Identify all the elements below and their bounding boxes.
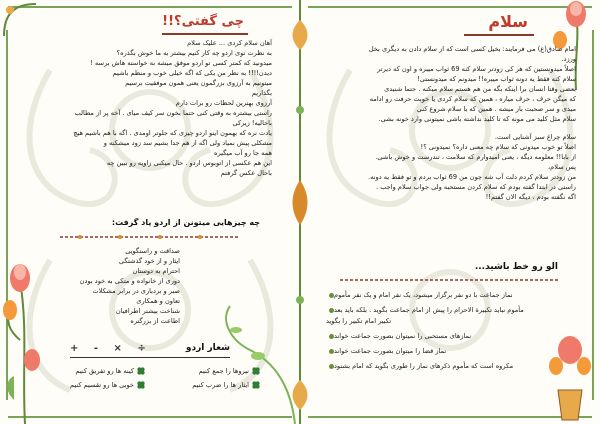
slogan-item: ایثار ها را ضرب کنیم <box>155 380 260 390</box>
paragraph-line: از بابا!! معلومه دیگه ، یعنی امیدوارم که سلامت ، تندرست و خوش باشی. <box>375 153 576 161</box>
right-page-title: سلام <box>488 12 528 31</box>
paragraph-line: به نظرت توی اردو چه کار کنیم بیشتر به ما خوش بگذره؟ <box>116 49 272 57</box>
paragraph-line: میدی و سر صحبت باز میشه . همین که با سلام شروع کنی <box>416 105 576 113</box>
slogan-header <box>70 340 230 356</box>
paragraph-line: سلام کنه فقط یه دونه ثواب میبره!! میدونم که میدونستی! <box>417 75 576 83</box>
paragraph-line: میتونیم به آرزوی بزرگمون یعنی همون موفقیت برسیم <box>125 79 272 87</box>
bullet-icon <box>329 349 334 354</box>
list-item-continuation: تکبیر امام تکبیر را بگوید <box>326 317 392 325</box>
paragraph-line: بگذاریم <box>251 89 272 97</box>
list-item: اطاعت از بزرگتره <box>130 317 180 325</box>
slogan-title: شعار اردو <box>185 343 230 353</box>
left-page-subtitle: چه چیزهایی میتونن از اردو یاد گرفت: <box>111 218 260 227</box>
minus-icon: - <box>93 342 105 354</box>
list-item: مکروه است که مأموم ذکرهای نماز را طوری بگوید که امام بشنود <box>326 361 578 371</box>
list-item: مأموم نباید تکبیرة الاحرام را پیش از امام جماعت بگوید . بلکه باید بعد <box>326 305 578 315</box>
corner-ornament-icon <box>0 0 40 40</box>
bullet-icon <box>329 293 334 298</box>
clover-icon <box>137 381 145 389</box>
prayer-rules-list <box>326 290 578 376</box>
paragraph-line: بعضی وقتا انسان برا اینکه بگه من هم هستم سلام میکنه . حتما شنیدی <box>384 85 576 93</box>
title-underline <box>162 33 248 35</box>
right-page-subtitle: الو رو خط باشید... <box>474 262 558 272</box>
paragraph-line: آرزوی بهترین لحظات رو برات دارم <box>175 99 272 107</box>
list-item: تعاون و همکاری <box>136 297 180 305</box>
right-page <box>300 0 600 424</box>
paragraph-line: این هم عکسی از اتوبوس اردو . حال میکنی زاویه رو ببین چه <box>106 159 272 167</box>
clover-icon <box>252 381 260 389</box>
paragraph-line: سلام مثل کلید می مونه که تا کلید نداشته باشی نمیتونی وارد خونه بشی. <box>378 115 576 123</box>
list-item: صبر و بردباری در برابر مشکلات <box>92 287 180 295</box>
lessons-list <box>30 246 180 326</box>
paragraph-line: باحالیه! زیرکی <box>232 119 272 127</box>
paragraph-line: راستی بیشتره به وقتی کنی حتما بخون سر کیف میای . آخه پر از مطالب <box>74 109 272 117</box>
list-item: احترام به دوستان <box>132 267 180 275</box>
paragraph-line: میدونید که کمتر کسی تو اردو موفق میشه به خواسته هاش برسه ! <box>90 59 272 67</box>
slogan-item: خوبی ها رو تقسیم کنیم <box>40 380 145 390</box>
paragraph-line: باحال عکس گرفتم <box>220 169 272 177</box>
list-item: صداقت و راستگویی <box>125 247 180 255</box>
paragraph-line: یادت نره که بهمون اینو اردو چیزی که جلوتر اومدی . اگه با هم باشیم هیچ <box>73 129 272 137</box>
bullet-icon <box>329 308 334 313</box>
clover-icon <box>137 367 145 375</box>
paragraph-line: ورزد. <box>561 55 576 63</box>
list-item: نمازهای مستحبی را نمیتوان بصورت جماعت خواند <box>326 331 578 341</box>
title-underline <box>464 34 534 36</box>
left-page-title: چی گفتی؟!! <box>162 14 244 29</box>
paragraph-line: آهان سلام کردی ... علیک سلام <box>187 39 272 47</box>
divider-ornament <box>340 276 560 284</box>
paragraph-line: اگه نگفته بودم ، دیگه الان گفتم!! <box>485 193 576 201</box>
multiply-icon: × <box>113 342 128 354</box>
slogan-grid <box>40 366 260 390</box>
paragraph-line: امام صادق(ع) می فرمایند: بخیل کسی است که از سلام دادن به دیگری بخل <box>368 45 576 53</box>
paragraph-line: من زودتر سلام کردم دلت آب شه چون من 69 ثواب بردم و تو فقط یه دونه. <box>368 173 576 181</box>
left-page-body <box>32 38 272 178</box>
paragraph-line: سلام چراغ سبز آشنایی است. <box>494 133 576 141</box>
divider-ornament <box>60 232 240 242</box>
list-item: شناخت بیشتر اطرافیان <box>115 307 180 315</box>
paragraph-line: که میگن حرف ، حرف میاره ، همین که سلام کردی یا خوبت حرفت رو ادامه <box>369 95 576 103</box>
right-page-body <box>326 44 576 202</box>
paragraph-line: همه جا رو آب میگیره <box>214 149 272 157</box>
divide-icon: ÷ <box>137 342 152 354</box>
slogan-item: نیروها را جمع کنیم <box>155 366 260 376</box>
paragraph-line: مشکلی پیش نمیاد ولی اگه از هم جدا بشیم سد زود میشکنه و <box>103 139 272 147</box>
frame-line-top <box>8 6 292 8</box>
bullet-icon <box>329 334 334 339</box>
list-item: ایثار و از خود گذشتگی <box>118 257 180 265</box>
paragraph-line: دیدن!!!! به نظر من یکی که اگه خیلی خوب و منظم باشیم <box>112 69 272 77</box>
paragraph-line: اصلاً تو خوب میدونی که سلام چه معنی داره؟ نمیدونی ؟! <box>420 143 576 151</box>
paragraph-line: اصلاً میدونستین که هر کی زودتر سلام کنه 69 ثواب میبره و اون که دیرتر <box>377 65 576 73</box>
paragraph-line: پس سلام، <box>547 163 576 171</box>
clover-icon <box>252 367 260 375</box>
slogan-underline <box>70 357 230 358</box>
slogan-item: کینه ها رو تفریق کنیم <box>40 366 145 376</box>
plus-icon: + <box>70 342 85 354</box>
list-item: دوری از خانواده و متکی به خود بودن <box>79 277 180 285</box>
paragraph-spacer <box>326 124 576 132</box>
list-item: نماز جماعت با دو نفر برگزار میشود، یک نفر امام و یک نفر مأموم <box>326 290 578 300</box>
bullet-icon <box>329 364 334 369</box>
list-item: نماز قضا را میتوان بصورت جماعت خواند <box>326 346 578 356</box>
paragraph-line: راستی در ابتدا گفته بودم که سلام کردن مستحبه ولی جواب سلام واجب . <box>376 183 576 191</box>
math-ops <box>70 343 152 354</box>
